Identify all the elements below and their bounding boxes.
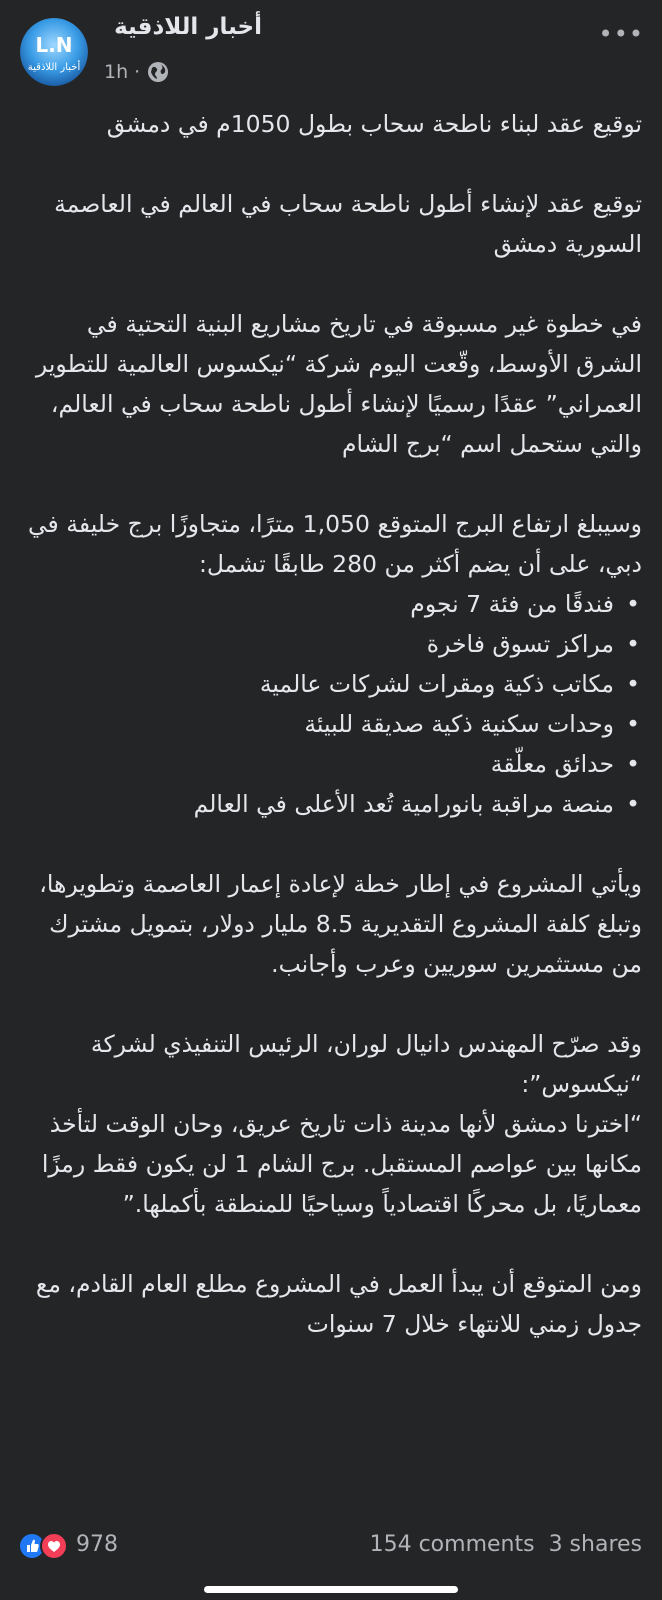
post-headline: توقيع عقد لبناء ناطحة سحاب بطول 1050م في دمشق [106,110,642,138]
engagement-stats [370,1532,642,1557]
post-paragraph-6: ومن المتوقع أن يبدأ العمل في المشروع مطلع العام القادم، مع جدول زمني للانتهاء خلال 7 سنوات [35,1270,642,1338]
list-item: • منصة مراقبة بانورامية تُعد الأعلى في العالم [16,784,642,824]
page-name[interactable]: أخبار اللاذقية [114,14,262,40]
comments-link[interactable]: 154 comments [369,1531,535,1557]
more-icon[interactable]: ••• [598,20,644,48]
post-paragraph-2: في خطوة غير مسبوقة في تاريخ مشاريع البنية التحتية في الشرق الأوسط، وقّعت اليوم شركة “نيكسوس العالمية للتطوير العمراني” عقدًا رسميًا لإنشاء أطول ناطحة سحاب في العالم، والتي ستحمل اسم “برج الشام [35,310,642,458]
reaction-icons [18,1529,70,1559]
list-item: • مراكز تسوق فاخرة [16,624,642,664]
meta-separator: · [134,61,141,83]
post-header [0,0,662,98]
post-footer [18,1524,642,1564]
love-reaction-icon [40,1532,68,1560]
home-indicator[interactable] [204,1586,458,1593]
avatar-logo-subtext: أخبار اللاذقية [27,62,81,73]
post-paragraph-1: توقيع عقد لإنشاء أطول ناطحة سحاب في العالم في العاصمة السورية دمشق [54,190,642,258]
feature-list [16,584,642,824]
list-item: • حدائق معلّقة [16,744,642,784]
post-time[interactable]: 1h [104,61,129,83]
reactions-summary[interactable] [18,1529,118,1559]
globe-icon [146,60,170,84]
post-body [16,104,642,1384]
shares-link[interactable]: 3 shares [548,1531,642,1557]
ceo-quote: “اخترنا دمشق لأنها مدينة ذات تاريخ عريق، وحان الوقت لتأخذ مكانها بين عواصم المستقبل. برج الشام 1 لن يكون فقط رمزًا معماريًا، بل محركًا اقتصادياً وسياحيًا للمنطقة بأكملها.” [41,1110,642,1218]
post-meta [104,60,170,84]
page-avatar[interactable] [20,18,88,86]
post-paragraph-3: وسيبلغ ارتفاع البرج المتوقع 1,050 مترًا، متجاوزًا برج خليفة في دبي، على أن يضم أكثر من 280 طابقًا تشمل: [27,510,642,578]
list-item: • فندقًا من فئة 7 نجوم [16,584,642,624]
avatar-logo-text: L.N [35,33,73,57]
reaction-count: 978 [76,1531,118,1557]
list-item: • مكاتب ذكية ومقرات لشركات عالمية [16,664,642,704]
post-paragraph-4: ويأتي المشروع في إطار خطة لإعادة إعمار العاصمة وتطويرها، وتبلغ كلفة المشروع التقديرية 8.5 مليار دولار، بتمويل مشترك من مستثمرين سوريين وعرب وأجانب. [39,870,642,978]
post-paragraph-5: وقد صرّح المهندس دانيال لوران، الرئيس التنفيذي لشركة “نيكسوس”: [90,1030,642,1098]
list-item: • وحدات سكنية ذكية صديقة للبيئة [16,704,642,744]
